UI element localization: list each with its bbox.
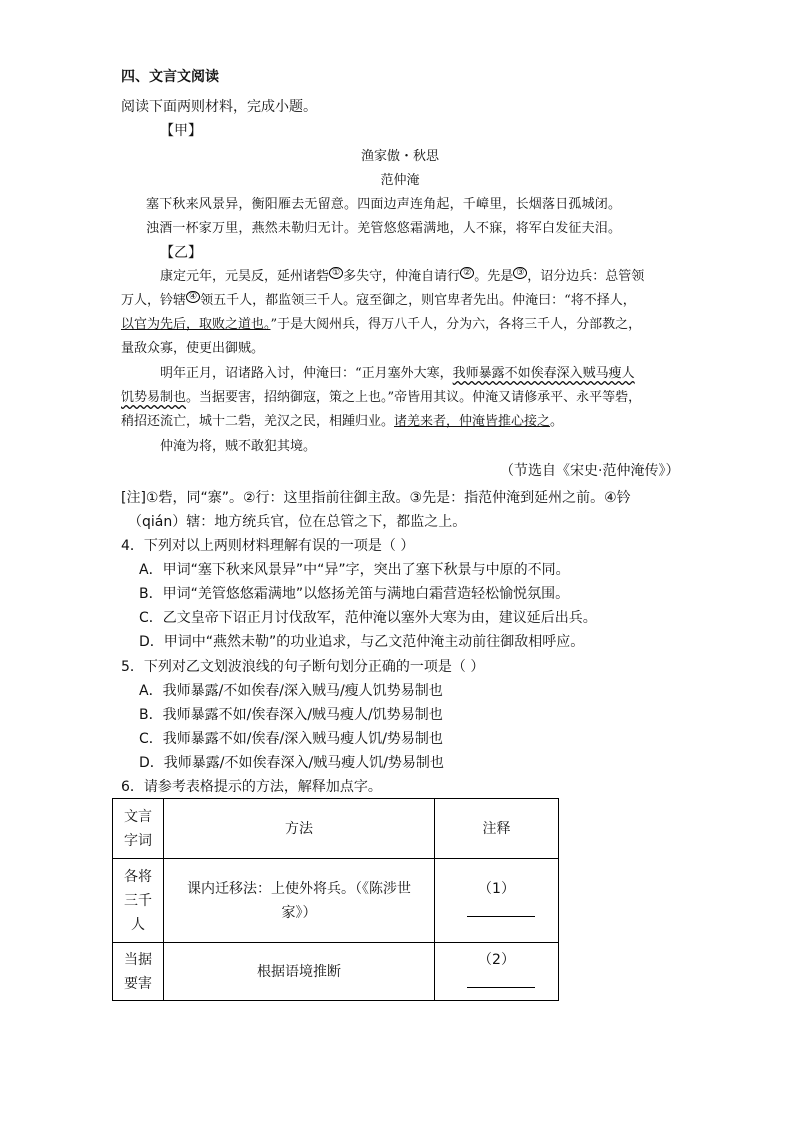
q4-option-d: D．甲词中“燕然未勒”的功业追求，与乙文范仲淹主动前往御敌相呼应。 (139, 634, 585, 650)
q6-stem: 6．请参考表格提示的方法，解释加点字。 (121, 779, 382, 795)
q5-option-c: C．我师暴露不如/俟春/深入贼马瘦人饥/势易制也 (139, 731, 443, 747)
q5-stem: 5．下列对乙文划波浪线的句子断句划分正确的一项是（ ） (121, 659, 485, 675)
table-cell-method: 根据语境推断 (164, 943, 435, 1001)
poem-author: 范仲淹 (380, 173, 420, 188)
table-cell-word: 当据 要害 (113, 943, 164, 1001)
answer-blank[interactable] (467, 902, 535, 917)
instruction: 阅读下面两则材料，完成小题。 (121, 99, 317, 115)
yi-para-line-3 (121, 315, 641, 335)
source-citation: （节选自《宋史·范仲淹传》） (500, 463, 680, 479)
answer-number: （2） (478, 951, 515, 968)
table-cell-word: 各将 三千 人 (113, 859, 164, 943)
text-segment: 多失守，仲淹自请行 (343, 269, 461, 284)
wavy-sentence: 我师暴露不如俟春深入贼马瘦人 (452, 366, 635, 381)
note-marker: ① (329, 267, 343, 279)
poem-line-2: 浊酒一杯家万里，燕然未勒归无计。羌管悠悠霜满地，人不寐，将军白发征夫泪。 (146, 221, 622, 236)
table-header-cell: 注释 (435, 799, 559, 859)
note-marker: ④ (186, 291, 200, 303)
notes-line-2: （qián）辖：地方统兵官，位在总管之下，都监之上。 (128, 514, 467, 530)
notes-line-1: [注]①砦，同“寨”。②行：这里指前往御主敌。③先是：指范仲淹到延州之前。④钤 (121, 490, 631, 506)
underlined-sentence: 诸羌来者，仲淹皆推心接之 (394, 414, 551, 429)
yi-para-line-7 (121, 412, 563, 432)
table-row (113, 859, 559, 943)
text-segment: 康定元年，元昊反，延州诸砦 (160, 269, 330, 284)
q5-option-b: B．我师暴露不如/俟春深入/贼马瘦人/饥势易制也 (139, 707, 443, 723)
text-segment: ”于是大阅州兵，得万八千人，分为六，各将三千人，分部教之， (270, 317, 642, 332)
yi-para-line-1 (160, 267, 644, 287)
table-cell-answer (435, 859, 559, 943)
table-cell-answer (435, 943, 559, 1001)
section-title: 四、文言文阅读 (121, 69, 219, 85)
q5-option-a: A．我师暴露/不如俟春/深入贼马/瘦人饥势易制也 (139, 683, 443, 699)
answer-number: （1） (478, 880, 515, 897)
table-header-row (113, 799, 559, 859)
wavy-sentence: 饥势易制也 (121, 390, 187, 405)
table-header-cell: 文言 字词 (113, 799, 164, 859)
table-row (113, 943, 559, 1001)
yi-para-line-6 (121, 388, 641, 408)
table-cell-method: 课内迁移法：上使外将兵。（《陈涉世 家》） (164, 859, 435, 943)
yi-para-line-5 (160, 364, 635, 384)
jia-label: 【甲】 (160, 123, 202, 139)
q6-table (112, 798, 559, 1001)
yi-para-line-2 (121, 291, 636, 311)
text-segment: 领五千人，都监领三千人。寇至御之，则官卑者先出。仲淹曰：“将不择人， (200, 293, 636, 308)
answer-blank[interactable] (467, 973, 535, 988)
text-segment: 万人，钤辖 (121, 293, 187, 308)
poem-line-1: 塞下秋来风景异，衡阳雁去无留意。四面边声连角起，千嶂里，长烟落日孤城闭。 (146, 197, 622, 212)
q4-option-c: C．乙文皇帝下诏正月讨伐敌军，范仲淹以塞外大寒为由，建议延后出兵。 (139, 610, 597, 626)
yi-para-line-4: 量敌众寡，使更出御贼。 (121, 341, 265, 356)
q4-stem: 4．下列对以上两则材料理解有误的一项是（ ） (121, 538, 415, 554)
text-segment: 明年正月，诏诸路入讨，仲淹曰：“正月塞外大寒， (160, 366, 453, 381)
text-segment: 。当据要害，招纳御寇，策之上也。”帝皆用其议。仲淹又请修承平、永平等砦， (186, 390, 642, 405)
text-segment: ，诏分边兵：总管领 (527, 269, 645, 284)
q5-option-d: D．我师暴露/不如俟春深入/贼马瘦人饥/势易制也 (139, 755, 444, 771)
poem-title: 渔家傲・秋思 (360, 149, 439, 164)
yi-para-line-8: 仲淹为将，贼不敢犯其境。 (160, 439, 317, 454)
text-segment: 稍招还流亡，城十二砦，羌汉之民，相踵归业。 (121, 414, 395, 429)
note-marker: ② (460, 267, 474, 279)
text-segment: 。 (550, 414, 564, 429)
note-marker: ③ (513, 267, 527, 279)
text-segment: 。先是 (474, 269, 514, 284)
table-header-cell: 方法 (164, 799, 435, 859)
q4-option-b: B．甲词“羌管悠悠霜满地”以悠扬羌笛与满地白霜营造轻松愉悦氛围。 (139, 586, 570, 602)
yi-label: 【乙】 (160, 245, 202, 261)
q4-option-a: A．甲词“塞下秋来风景异”中“异”字，突出了塞下秋景与中原的不同。 (139, 562, 570, 578)
underlined-sentence: 以官为先后，取败之道也。 (121, 317, 271, 332)
